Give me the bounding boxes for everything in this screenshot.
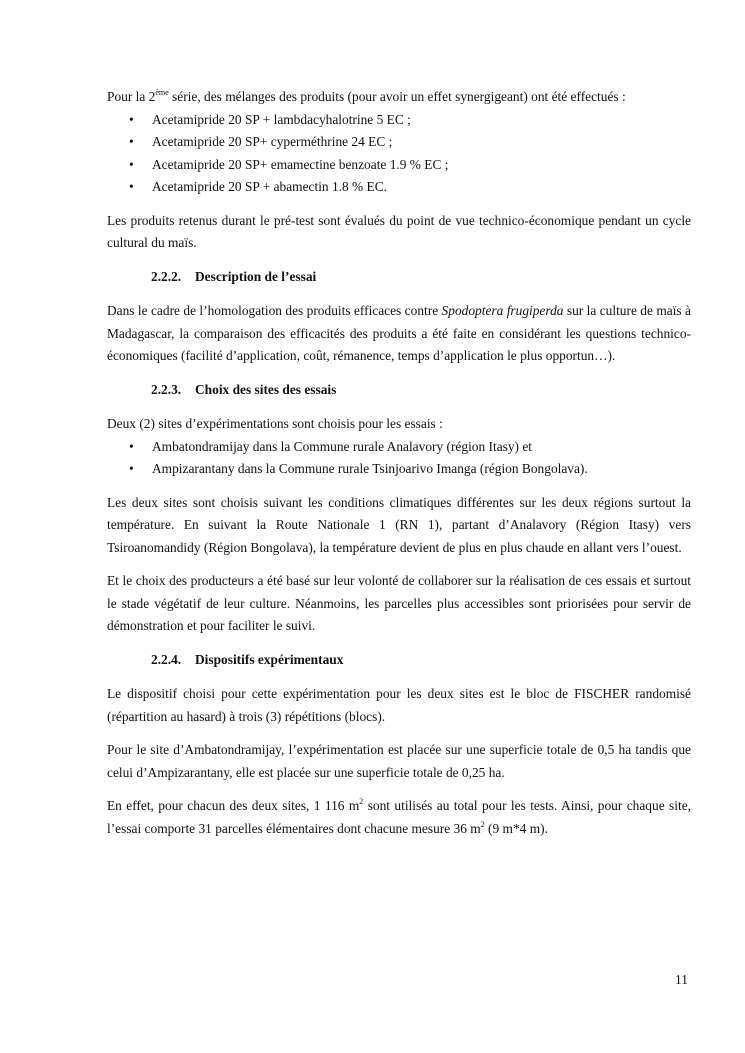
bullet-icon: •: [129, 461, 134, 476]
area-paragraph: Pour le site d’Ambatondramijay, l’expérimentation est placée sur une superficie totale de 0,5 ha tandis que celui d’Ampizarantany, elle est placée sur une superficie totale de 0,25 ha.: [107, 742, 691, 780]
page-number: 11: [675, 972, 688, 987]
plots-paragraph: En effet, pour chacun des deux sites, 1 116 $m^2$ sont utilisés au total pour les tests. Ainsi, pour chaque site, l’essai comporte 31 parcelles élémentaires dont chacune mesure 36 $m^2$ (9 m*4 m).: [107, 797, 691, 836]
bullet-icon: •: [129, 179, 134, 194]
fischer-paragraph: Le dispositif choisi pour cette expérimentation pour les deux sites est le bloc de FISCHER randomisé (répartition au hasard) à trois (3) répétitions (blocs).: [107, 686, 691, 724]
producers-paragraph: Et le choix des producteurs a été basé sur leur volonté de collaborer sur la réalisation de ces essais et surtout le stade végétatif de leur culture. Néanmoins, les parcelles plus accessibles sont priorisées pour servir de démonstration et pour faciliter le suivi.: [107, 573, 691, 633]
climate-paragraph: Les deux sites sont choisis suivant les conditions climatiques différentes sur les deux régions surtout la température. En suivant la Route Nationale 1 (RN 1), partant d’Analavory (Région Itasy) vers Tsiroanomandidy (Région Bongolava), la température devient de plus en plus chaude en allant vers l’ouest.: [107, 494, 691, 555]
intro-paragraph: [107, 86, 691, 109]
bullet-icon: •: [129, 134, 134, 149]
mixtures-list: [107, 109, 691, 199]
bullet-icon: •: [129, 111, 134, 127]
list-item: • Acetamipride 20 SP+ cyperméthrine 24 EC ;: [107, 131, 691, 154]
list-item: • Acetamipride 20 SP + lambdacyhalotrine 5 EC ;: [107, 109, 691, 132]
sites-list: [107, 436, 691, 481]
list-item: • Ambatondramijay dans la Commune rurale Analavory (région Itasy) et: [107, 436, 691, 459]
list-item: • Acetamipride 20 SP+ emamectine benzoate 1.9 % EC ;: [107, 154, 691, 177]
section-heading-224: 2.2.4. Dispositifs expérimentaux: [151, 651, 344, 667]
description-paragraph: Dans le cadre de l’homologation des produits efficaces contre Spodoptera frugiperda sur la culture de maïs à Madagascar, la comparaison des efficacités des produits a été faite en considérant les questions technico-économiques (facilité d’application, coût, rémanence, temps d’application le plus opportun…).: [107, 303, 691, 363]
document-page: [107, 86, 691, 851]
bullet-icon: •: [129, 156, 134, 172]
bullet-icon: •: [129, 438, 134, 454]
list-item: • Acetamipride 20 SP + abamectin 1.8 % EC.: [107, 176, 691, 199]
intro-superscript: ème: [155, 88, 169, 97]
list-item: • Ampizarantany dans la Commune rurale Tsinjoarivo Imanga (région Bongolava).: [107, 458, 691, 481]
section-heading-223: 2.2.3. Choix des sites des essais: [151, 381, 337, 397]
pretest-paragraph: Les produits retenus durant le pré-test sont évalués du point de vue technico-économique pendant un cycle cultural du maïs.: [107, 212, 691, 250]
intro-text-2: série, des mélanges des produits (pour avoir un effet synergigeant) ont été effectués :: [168, 89, 626, 104]
sites-intro-paragraph: Deux (2) sites d’expérimentations sont choisis pour les essais :: [107, 416, 443, 431]
species-name: Spodoptera frugiperda: [441, 303, 564, 318]
intro-text-1: Pour la 2: [107, 89, 156, 104]
section-heading-222: 2.2.2. Description de l’essai: [151, 268, 317, 284]
